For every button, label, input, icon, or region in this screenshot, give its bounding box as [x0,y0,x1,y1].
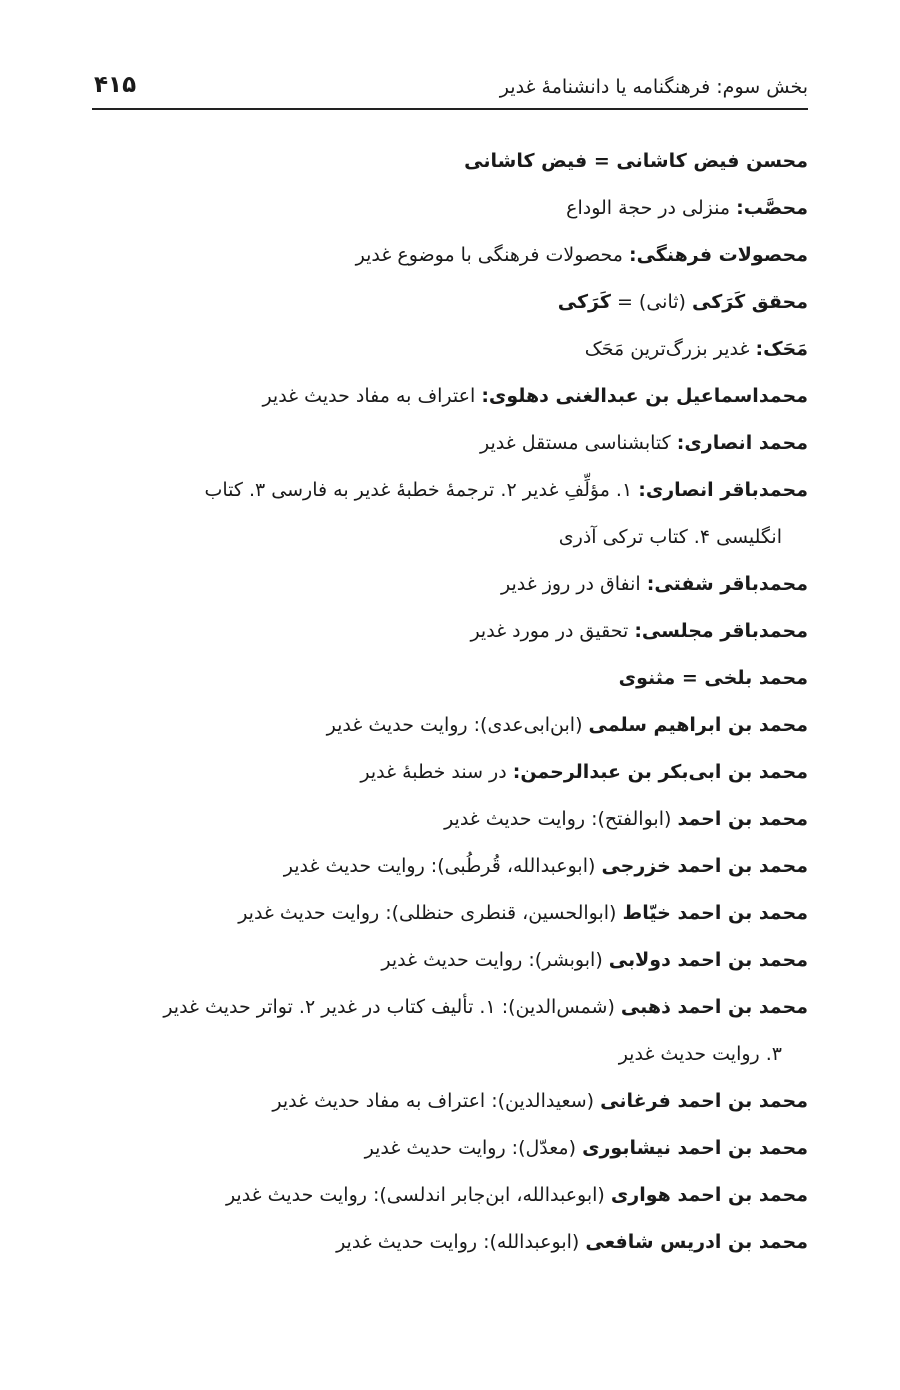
entry [92,890,808,937]
entry [92,1219,808,1266]
entry-term: محمد بن احمد هواری [610,1184,808,1206]
entry [92,937,808,984]
entry-text: (ابوعبدالله): روایت حدیث غدیر [336,1231,586,1253]
entry [92,561,808,608]
entry [92,467,808,514]
entry-continuation [92,514,808,561]
entry-term: محمداسماعیل بن عبدالغنی دهلوی: [481,385,808,407]
entry [92,796,808,843]
entry-term: محمد بن احمد ذهبی [620,996,808,1018]
entry-text: (ابوالحسین، قنطری حنظلی): روایت حدیث غدیر [238,902,623,924]
entry-term: محسن فیض کاشانی = فیض کاشانی [464,150,808,172]
entry-term: محمد بن احمد فرغانی [600,1090,808,1112]
page-number: ۴۱۵ [94,72,137,98]
entry-text: (ثانی) = [610,291,692,313]
entry [92,326,808,373]
entry [92,984,808,1031]
entry [92,1078,808,1125]
entry-list [92,138,808,1266]
entry-cross-reference: کَرَکی [557,291,611,313]
entry [92,279,808,326]
entry-term: محصَّب: [736,197,808,219]
entry-text: منزلی در حجة الوداع [566,197,737,219]
entry-term: محمد بن ابی‌بکر بن عبدالرحمن: [512,761,808,783]
entry-text: ۱. مؤلِّفِ غدیر ۲. ترجمهٔ خطبهٔ غدیر به فارسی ۳. کتاب [204,479,639,501]
entry-text: انفاق در روز غدیر [501,573,647,595]
entry [92,232,808,279]
entry-text: (ابن‌ابی‌عدی): روایت حدیث غدیر [326,714,589,736]
entry [92,1125,808,1172]
entry-text: در سند خطبهٔ غدیر [360,761,513,783]
page-header [92,70,808,110]
entry-continuation-text: انگلیسی ۴. کتاب ترکی آذری [558,526,782,548]
entry-text: (ابوالفتح): روایت حدیث غدیر [444,808,678,830]
entry-text: (معدّل): روایت حدیث غدیر [364,1137,583,1159]
running-title: بخش سوم: فرهنگنامه یا دانشنامهٔ غدیر [499,76,808,98]
entry-text: تحقیق در مورد غدیر [470,620,635,642]
entry-term: محمد بن احمد [677,808,808,830]
entry-continuation [92,1031,808,1078]
entry-text: (ابوبشر): روایت حدیث غدیر [381,949,609,971]
entry [92,655,808,702]
entry-term: محمد بن احمد نیشابوری [582,1137,808,1159]
entry-term: محمدباقر شفتی: [646,573,808,595]
entry [92,1172,808,1219]
entry-text: محصولات فرهنگی با موضوع غدیر [355,244,629,266]
entry [92,843,808,890]
entry [92,608,808,655]
entry-term: محمدباقر انصاری: [638,479,808,501]
entry-term: محمد بن ابراهیم سلمی [588,714,808,736]
entry [92,138,808,185]
entry-continuation-text: ۳. روایت حدیث غدیر [618,1043,782,1065]
entry [92,373,808,420]
entry-term: محمد بن احمد خزرجی [601,855,808,877]
entry-term: محصولات فرهنگی: [628,244,808,266]
entry [92,749,808,796]
entry-term: محمد بن احمد خیّاط [622,902,808,924]
entry [92,185,808,232]
entry-text: (ابوعبدالله، ابن‌جابر اندلسی): روایت حدیث غدیر [225,1184,611,1206]
entry-text: غدیر بزرگ‌ترین مَحَک [584,338,756,360]
entry-text: (ابوعبدالله، قُرطُبی): روایت حدیث غدیر [283,855,602,877]
entry-term: محمدباقر مجلسی: [634,620,808,642]
entry [92,702,808,749]
entry-term: محمد انصاری: [676,432,808,454]
entry-term: محمد بن ادریس شافعی [585,1231,808,1253]
entry-text: اعتراف به مفاد حدیث غدیر [262,385,482,407]
entry-text: کتابشناسی مستقل غدیر [480,432,677,454]
entry [92,420,808,467]
entry-text: (شمس‌الدین): ۱. تألیف کتاب در غدیر ۲. تواتر حدیث غدیر [163,996,621,1018]
entry-term: محقق کَرَکی [691,291,808,313]
entry-text: (سعیدالدین): اعتراف به مفاد حدیث غدیر [272,1090,601,1112]
entry-term: محمد بلخی = مثنوی [618,667,808,689]
entry-term: محمد بن احمد دولابی [608,949,808,971]
entry-term: مَحَک: [755,338,808,360]
